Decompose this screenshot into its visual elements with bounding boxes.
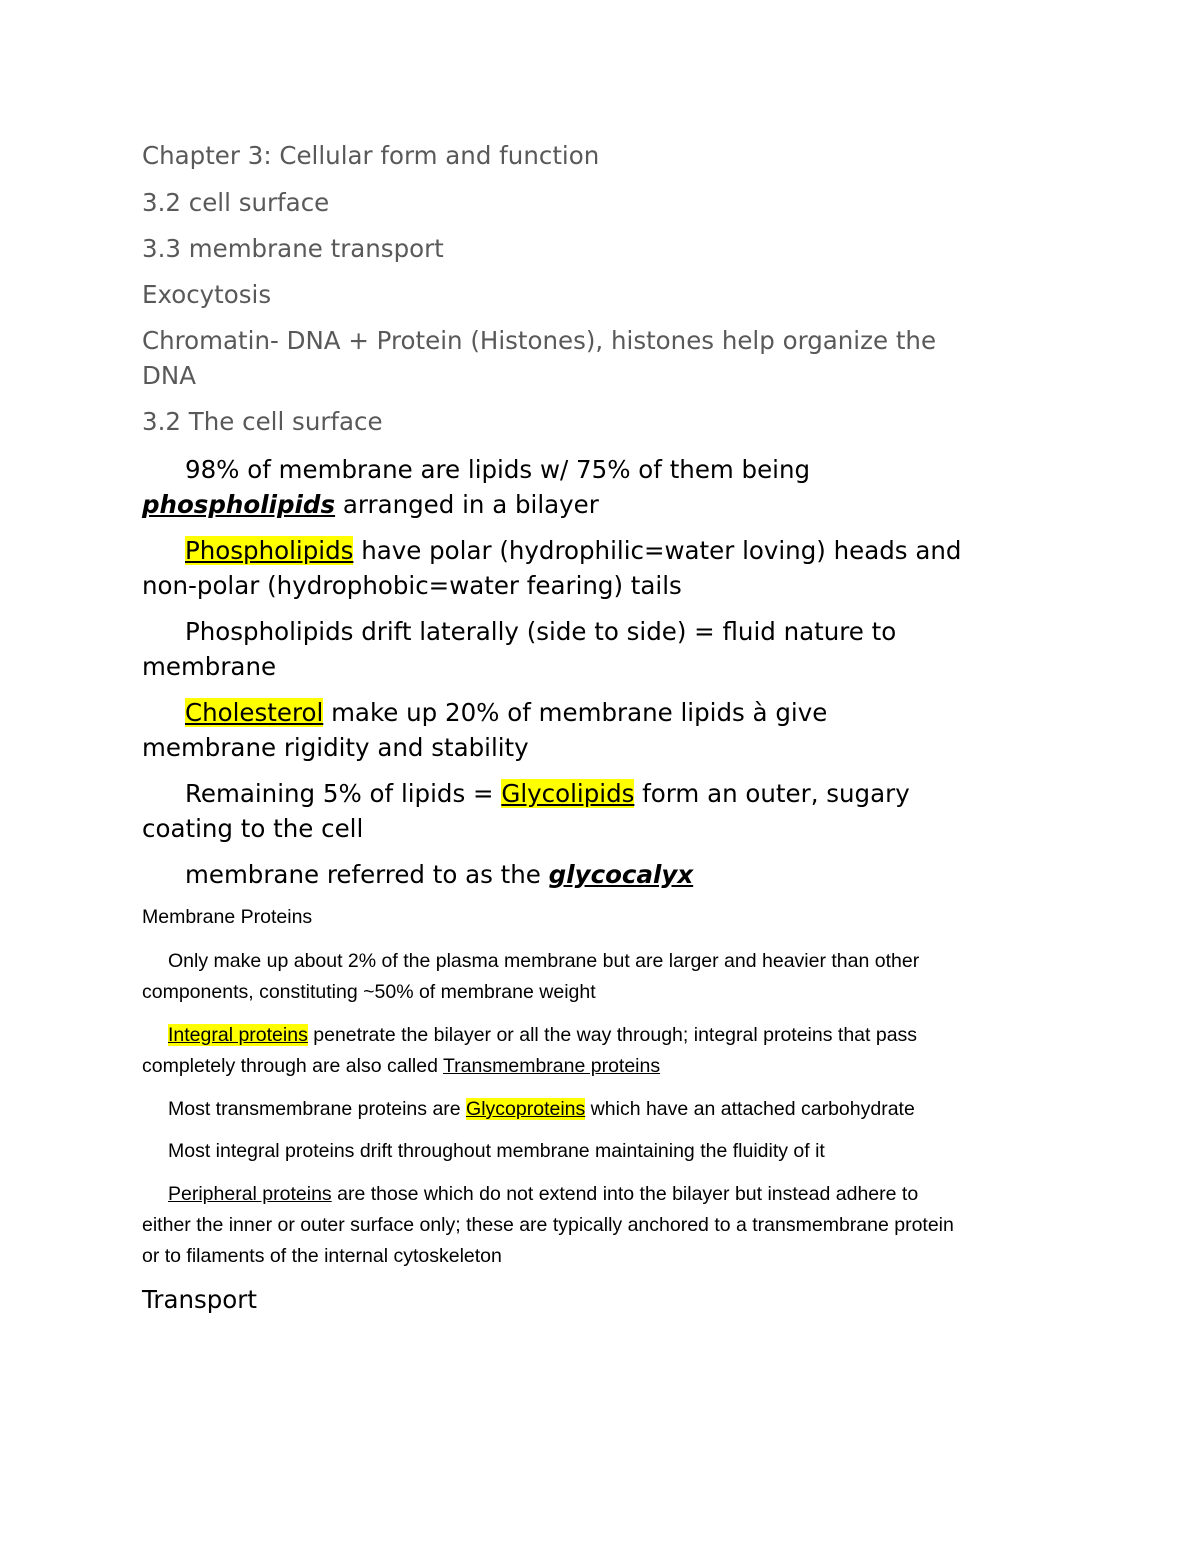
paragraph-text: make up 20% of membrane lipids à give bbox=[323, 698, 828, 727]
paragraph-text: Remaining 5% of lipids = bbox=[185, 779, 502, 808]
paragraph-text: Phospholipids drift laterally (side to side) = fluid nature to bbox=[185, 617, 897, 646]
paragraph-text: which have an attached carbohydrate bbox=[585, 1098, 915, 1120]
section-heading-cell-surface: 3.2 cell surface bbox=[142, 188, 330, 217]
paragraph-lipids bbox=[142, 452, 810, 522]
highlighted-term: Glycoproteins bbox=[466, 1098, 586, 1120]
chromatin-line-1: Chromatin- DNA + Protein (Histones), histones help organize the bbox=[142, 326, 937, 355]
paragraph-text: 98% of membrane are lipids w/ 75% of them being bbox=[185, 455, 811, 484]
paragraph-cholesterol bbox=[142, 695, 827, 765]
paragraph-integral-proteins bbox=[142, 1020, 917, 1082]
paragraph-text: components, constituting ~50% of membrane weight bbox=[142, 981, 596, 1003]
membrane-proteins-heading: Membrane Proteins bbox=[142, 906, 313, 928]
highlighted-term: Cholesterol bbox=[185, 698, 324, 727]
paragraph-text: membrane bbox=[142, 652, 277, 681]
underlined-term: Peripheral proteins bbox=[168, 1183, 332, 1205]
paragraph-glycolipids bbox=[142, 776, 910, 846]
transport-heading: Transport bbox=[142, 1285, 257, 1314]
term-phospholipids: phospholipids bbox=[142, 490, 336, 519]
paragraph-text: membrane rigidity and stability bbox=[142, 733, 529, 762]
paragraph-text: coating to the cell bbox=[142, 814, 364, 843]
paragraph-text: form an outer, sugary bbox=[634, 779, 910, 808]
paragraph-text: are those which do not extend into the bilayer but instead adhere to bbox=[331, 1183, 919, 1205]
paragraph-text: Only make up about 2% of the plasma membrane but are larger and heavier than other bbox=[168, 950, 920, 972]
paragraph-text: either the inner or outer surface only; these are typically anchored to a transmembrane protein bbox=[142, 1214, 954, 1236]
paragraph-text: or to filaments of the internal cytoskeleton bbox=[142, 1245, 502, 1267]
paragraph-text: completely through are also called bbox=[142, 1055, 443, 1077]
paragraph-text: have polar (hydrophilic=water loving) heads and bbox=[353, 536, 962, 565]
paragraph-protein-share bbox=[142, 946, 919, 1008]
paragraph-text: membrane referred to as the bbox=[185, 860, 549, 889]
paragraph-text: Most integral proteins drift throughout membrane maintaining the fluidity of it bbox=[168, 1140, 825, 1162]
paragraph-text: non-polar (hydrophobic=water fearing) tails bbox=[142, 571, 682, 600]
paragraph-text: penetrate the bilayer or all the way through; integral proteins that pass bbox=[307, 1024, 918, 1046]
highlighted-term: Integral proteins bbox=[168, 1024, 308, 1046]
underlined-term: Transmembrane proteins bbox=[442, 1055, 661, 1077]
paragraph-protein-drift bbox=[142, 1136, 825, 1167]
paragraph-text: arranged in a bilayer bbox=[335, 490, 599, 519]
paragraph-glycocalyx bbox=[142, 857, 693, 892]
chromatin-line-2: DNA bbox=[142, 361, 196, 390]
paragraph-text: Most transmembrane proteins are bbox=[168, 1098, 467, 1120]
paragraph-phospholipids bbox=[142, 533, 961, 603]
term-glycocalyx: glycocalyx bbox=[548, 860, 694, 889]
section-heading-membrane-transport: 3.3 membrane transport bbox=[142, 234, 444, 263]
paragraph-drift bbox=[142, 614, 896, 684]
paragraph-glycoproteins bbox=[142, 1094, 915, 1125]
chapter-title: Chapter 3: Cellular form and function bbox=[142, 141, 600, 170]
highlighted-term: Phospholipids bbox=[185, 536, 354, 565]
highlighted-term: Glycolipids bbox=[501, 779, 635, 808]
paragraph-peripheral-proteins bbox=[142, 1179, 954, 1272]
exocytosis-heading: Exocytosis bbox=[142, 280, 272, 309]
section-heading-the-cell-surface: 3.2 The cell surface bbox=[142, 407, 383, 436]
